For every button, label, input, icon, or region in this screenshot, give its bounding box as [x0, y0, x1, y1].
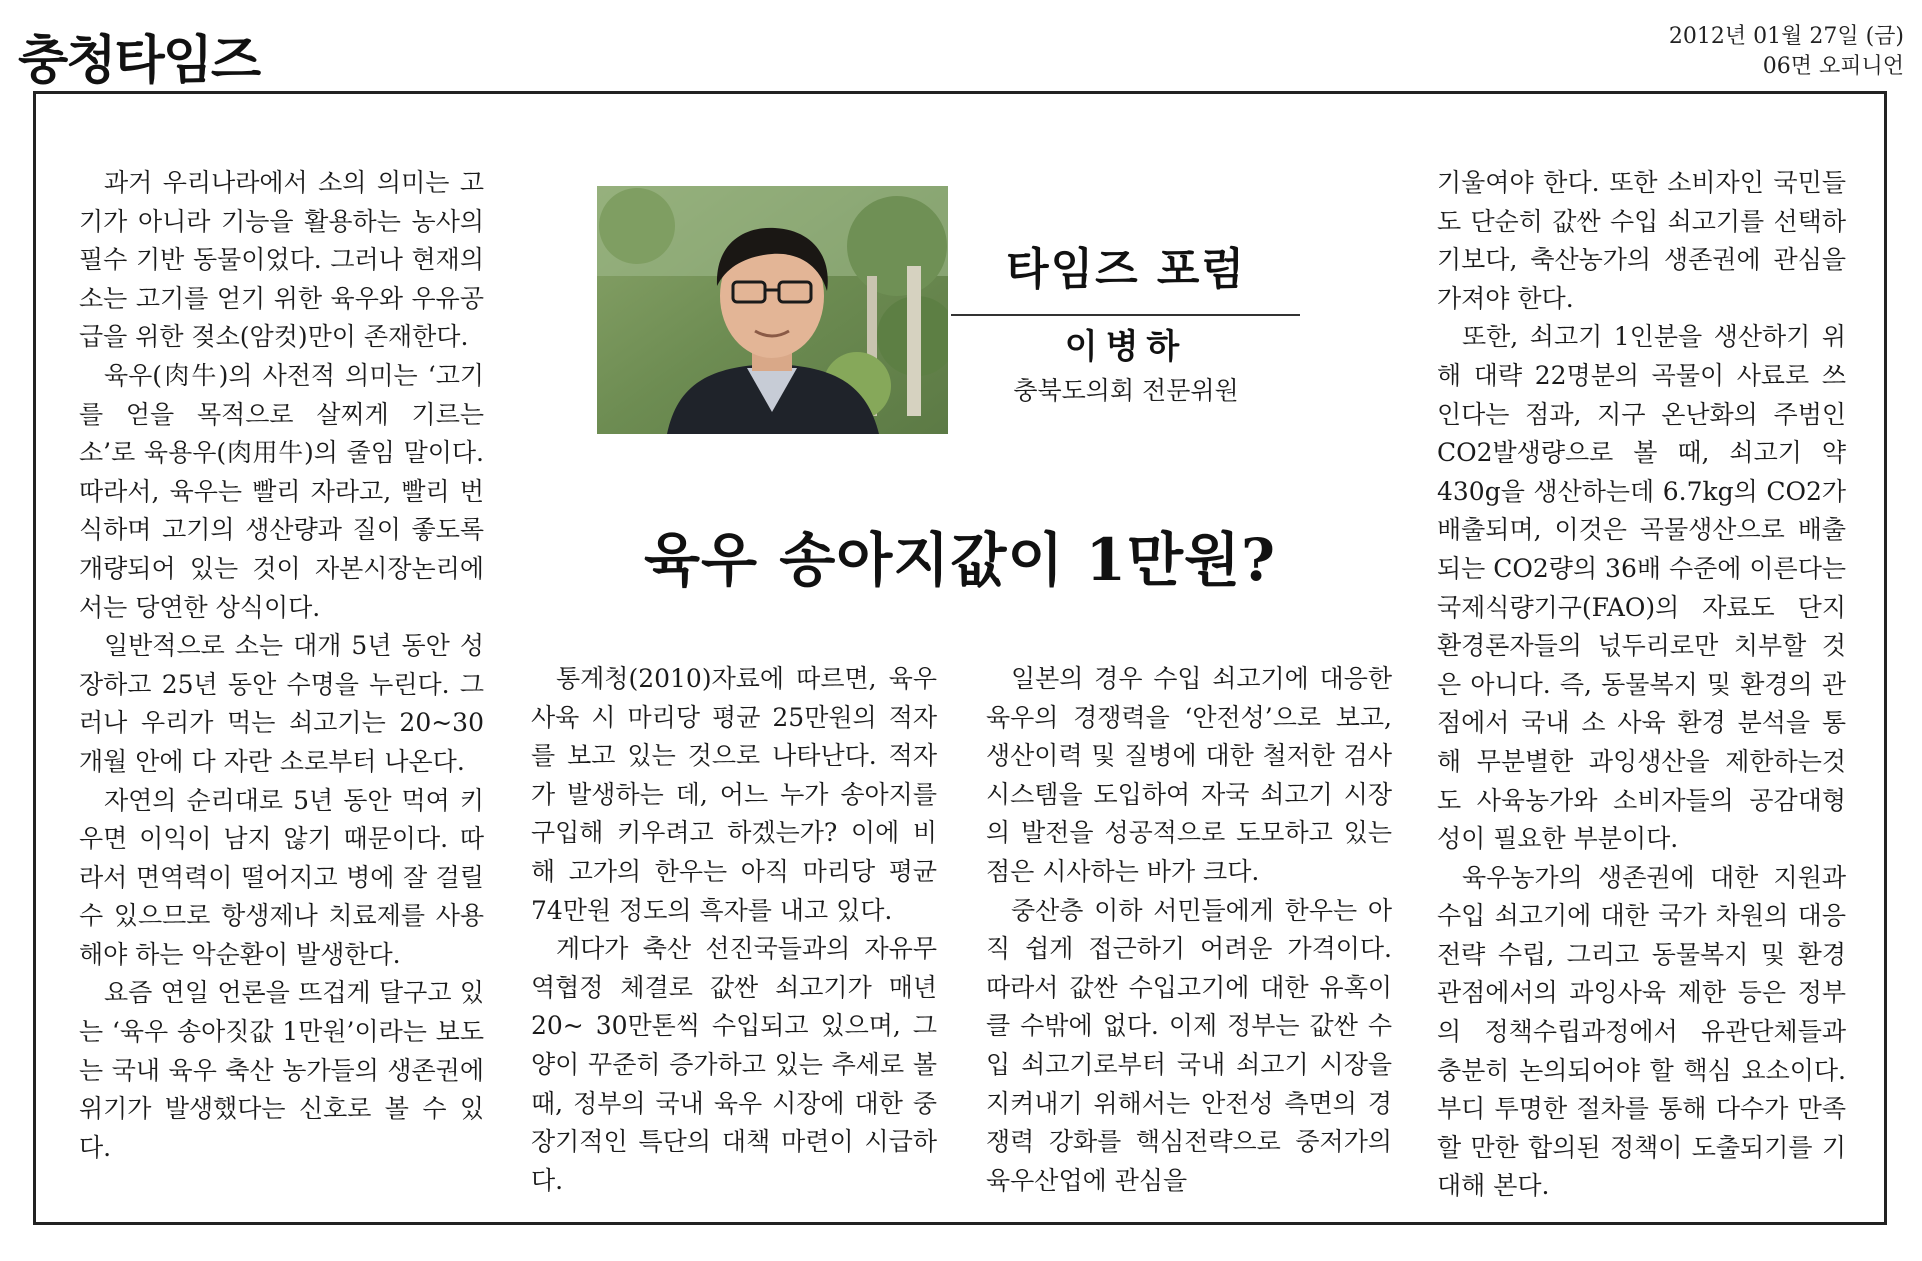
paragraph: 기울여야 한다. 또한 소비자인 국민들도 단순히 값싼 수입 쇠고기를 선택하기보다, 축산농가의 생존권에 관심을 가져야 한다.	[1437, 168, 1846, 313]
header-divider	[951, 314, 1300, 316]
article-headline: 육우 송아지값이 1만원?	[644, 526, 1276, 594]
column-header	[955, 234, 1297, 410]
paragraph: 과거 우리나라에서 소의 의미는 고기가 아니라 기능을 활용하는 농사의 필수 기반 동물이었다. 그러나 현재의 소는 고기를 얻기 위한 육우와 우유공급을 위한 젖소(암컷)만이 존재한다.	[79, 168, 484, 352]
paragraph: 중산층 이하 서민들에게 한우는 아직 쉽게 접근하기 어려운 가격이다. 따라서 값싼 수입고기에 대한 유혹이 클 수밖에 없다. 이제 정부는 값싼 수입 쇠고기로부터 국내 쇠고기 시장을 지켜내기 위해서는 안전성 측면의 경쟁력 강화를 핵심전략으로 중저가의 육우산업에 관심을	[986, 895, 1392, 1195]
edition-info	[1669, 22, 1904, 82]
paragraph: 육우농가의 생존권에 대한 지원과 수입 쇠고기에 대한 국가 차원의 대응전략 수립, 그리고 동물복지 및 환경 관점에서의 과잉사육 제한 등은 정부의 정책수립과정에서 유관단체들과 충분히 논의되어야 할 핵심 요소이다. 부디 투명한 절차를 통해 다수가 만족할 만한 합의된 정책이 도출되기를 기대해 본다.	[1437, 862, 1846, 1201]
paragraph: 자연의 순리대로 5년 동안 먹여 키우면 이익이 남지 않기 때문이다. 따라서 면역력이 떨어지고 병에 잘 걸릴 수 있으므로 항생제나 치료제를 사용해야 하는 악순환이 발생한다.	[79, 785, 484, 969]
body-column-2	[531, 660, 937, 1200]
paragraph: 또한, 쇠고기 1인분을 생산하기 위해 대략 22명분의 곡물이 사료로 쓰인다는 점과, 지구 온난화의 주범인 CO2발생량으로 볼 때, 쇠고기 약 430g을 생산하는데 6.7kg의 CO2가 배출되며, 이것은 곡물생산으로 배출되는 CO2량의 36배 수준에 이른다는 국제식량기구(FAO)의 자료도 단지 환경론자들의 넋두리로만 치부할 것은 아니다. 즉, 동물복지 및 환경의 관점에서 국내 소 사육 환경 분석을 통해 무분별한 과잉생산을 제한하는것도 사육농가와 소비자들의 공감대형성이 필요한 부분이다.	[1437, 322, 1846, 854]
body-column-3	[986, 660, 1392, 1200]
page-section: 06면 오피니언	[1762, 54, 1904, 79]
paragraph: 요즘 연일 언론을 뜨겁게 달구고 있는 ‘육우 송아짓값 1만원’이라는 보도는 국내 육우 축산 농가들의 생존권에 위기가 발생했다는 신호로 볼 수 있다.	[79, 978, 484, 1162]
paragraph: 일본의 경우 수입 쇠고기에 대응한 육우의 경쟁력을 ‘안전성’으로 보고, 생산이력 및 질병에 대한 철저한 검사 시스템을 도입하여 자국 쇠고기 시장의 발전을 성공적으로 도모하고 있는 점은 시사하는 바가 크다.	[986, 664, 1392, 886]
body-column-1	[79, 164, 484, 1167]
paragraph: 게다가 축산 선진국들과의 자유무역협정 체결로 값싼 쇠고기가 매년 20~ 30만톤씩 수입되고 있으며, 그 양이 꾸준히 증가하고 있는 추세로 볼 때, 정부의 국내 육우 시장에 대한 중장기적인 특단의 대책 마련이 시급하다.	[531, 934, 937, 1195]
author-name: 이병하	[1064, 327, 1188, 367]
paragraph: 일반적으로 소는 대개 5년 동안 성장하고 25년 동안 수명을 누린다. 그러나 우리가 먹는 쇠고기는 20~30개월 안에 다 자란 소로부터 나온다.	[79, 631, 484, 776]
newspaper-logo: 충청타임즈	[18, 31, 260, 91]
paragraph: 육우(肉牛)의 사전적 의미는 ‘고기를 얻을 목적으로 살찌게 기르는 소’로 육용우(肉用牛)의 줄임 말이다. 따라서, 육우는 빨리 자라고, 빨리 번식하며 고기의 생산량과 질이 좋도록 개량되어 있는 것이 자본시장논리에서는 당연한 상식이다.	[79, 360, 484, 622]
author-title: 충북도의회 전문위원	[1013, 376, 1239, 405]
body-column-4	[1437, 164, 1846, 1206]
paragraph: 통계청(2010)자료에 따르면, 육우 사육 시 마리당 평균 25만원의 적자를 보고 있는 것으로 나타난다. 적자가 발생하는 데, 어느 누가 송아지를 구입해 키우려고 하겠는가? 이에 비해 고가의 한우는 아직 마리당 평균 74만원 정도의 흑자를 내고 있다.	[531, 664, 937, 925]
issue-date: 2012년 01월 27일 (금)	[1668, 24, 1904, 49]
series-title: 타임즈 포럼	[1006, 244, 1246, 295]
author-portrait	[597, 186, 948, 434]
